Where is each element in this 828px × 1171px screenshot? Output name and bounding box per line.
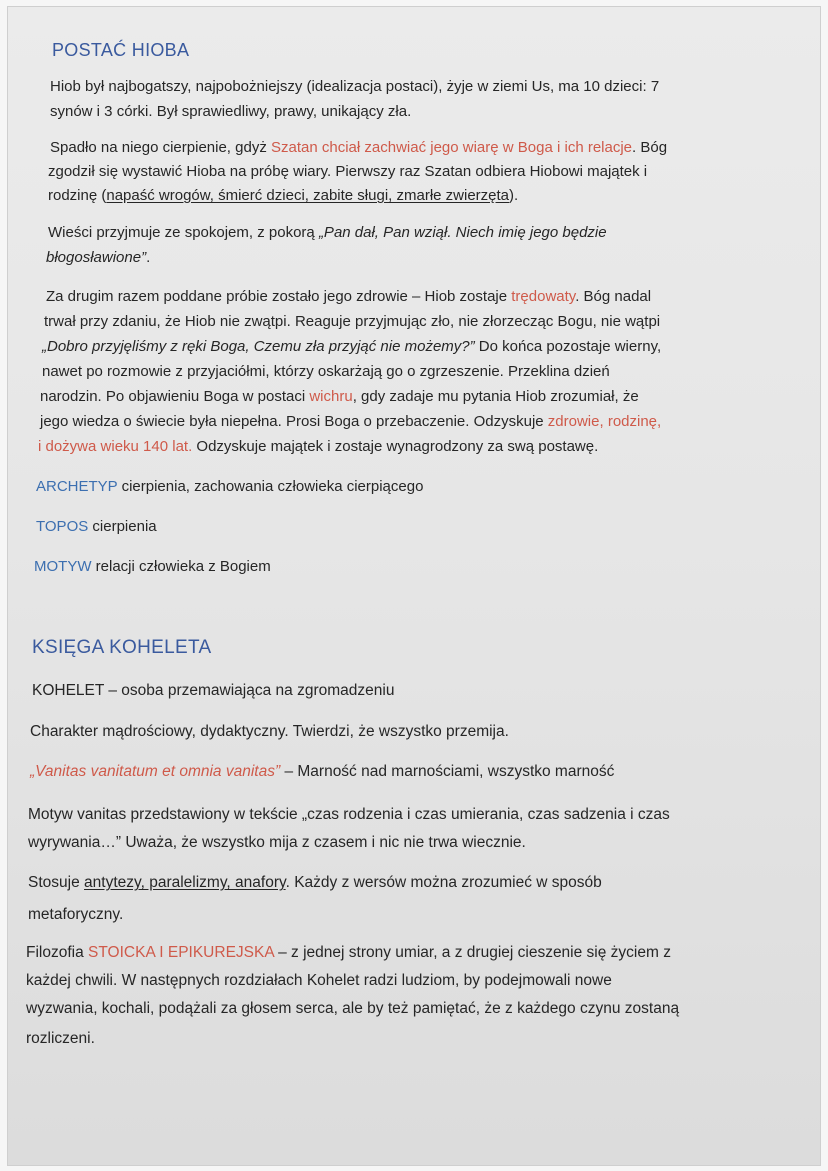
quote-pan-dal: „Pan dał, Pan wziął. Niech imię jego będzie (318, 224, 607, 241)
quote-vanitas: „Vanitas vanitatum et omnia vanitas” (30, 763, 281, 780)
section-title-ksiega-koheleta: KSIĘGA KOHELETA (32, 637, 212, 658)
vanitas-motif-line-1: Motyw vanitas przedstawiony w tekście „czas rodzenia i czas umierania, czas sadzenia i czas (28, 806, 670, 823)
term-motyw: MOTYW (34, 558, 92, 575)
highlight-zdrowie-rodzine: zdrowie, rodzinę, (547, 413, 662, 430)
underlined-devices: antytezy, paralelizmy, anafory (84, 874, 286, 891)
stylistic-devices-line-2: metaforyczny. (28, 906, 124, 923)
hiob-intro-line-1: Hiob był najbogatszy, najpobożniejszy (idealizacja postaci), żyje w ziemi Us, ma 10 dzieci: 7 (50, 78, 660, 95)
quote-dobro-przyjelismy: „Dobro przyjęliśmy z ręki Boga, Czemu zła przyjąć nie możemy?” (42, 338, 475, 355)
highlight-szatan: Szatan chciał zachwiać jego wiarę w Boga i ich relacje (271, 139, 633, 156)
hiob-trial-line-1: Spadło na niego cierpienie, gdyż Szatan chciał zachwiać jego wiarę w Boga i ich relacje. Bóg (50, 139, 668, 156)
hiob-second-trial-line-2: trwał przy zdaniu, że Hiob nie zwątpi. Reaguje przyjmując zło, nie złorzecząc Bogu, nie wątpi (44, 313, 661, 330)
highlight-wichru: wichru (309, 388, 353, 405)
hiob-quote-line-1: Wieści przyjmuje ze spokojem, z pokorą „Pan dał, Pan wziął. Niech imię jego będzie (48, 224, 607, 241)
hiob-trial-line-3: rodzinę (napaść wrogów, śmierć dzieci, zabite sługi, zmarłe zwierzęta). (48, 187, 519, 204)
highlight-stoicka-epikurejska: STOICKA I EPIKUREJSKA (88, 944, 274, 961)
philosophy-line-1: Filozofia STOICKA I EPIKUREJSKA – z jednej strony umiar, a z drugiej cieszenie się życiem z (26, 944, 671, 961)
motyw-line: MOTYW relacji człowieka z Bogiem (34, 558, 271, 575)
hiob-quote-line-2: błogosławione”. (46, 249, 151, 266)
stylistic-devices-line-1: Stosuje antytezy, paralelizmy, anafory. Każdy z wersów można zrozumieć w sposób (28, 874, 602, 891)
topos-line: TOPOS cierpienia (36, 518, 157, 535)
term-archetyp: ARCHETYP (36, 478, 118, 495)
vanitas-line: „Vanitas vanitatum et omnia vanitas” – Marność nad marnościami, wszystko marność (30, 763, 615, 780)
hiob-second-trial-line-1: Za drugim razem poddane próbie zostało jego zdrowie – Hiob zostaje trędowaty. Bóg nadal (46, 288, 652, 305)
kohelet-character: Charakter mądrościowy, dydaktyczny. Twierdzi, że wszystko przemija. (30, 723, 509, 740)
hiob-intro-line-2: synów i 3 córki. Był sprawiedliwy, prawy, unikający zła. (50, 103, 412, 120)
philosophy-line-3: wyzwania, kochali, podążali za głosem serca, ale by też pamiętać, że z każdego czynu zostaną (26, 1000, 680, 1017)
archetyp-line: ARCHETYP cierpienia, zachowania człowieka cierpiącego (36, 478, 424, 495)
hiob-second-trial-line-7: i dożywa wieku 140 lat. Odzyskuje majątek i zostaje wynagrodzony za swą postawę. (38, 438, 599, 455)
kohelet-definition: KOHELET – osoba przemawiająca na zgromadzeniu (32, 682, 395, 699)
hiob-second-trial-line-4: nawet po rozmowie z przyjaciółmi, którzy oskarżają go o zgrzeszenie. Przeklina dzień (42, 363, 610, 380)
vanitas-motif-line-2: wyrywania…” Uważa, że wszystko mija z czasem i nic nie trwa wiecznie. (28, 834, 526, 851)
philosophy-line-2: każdej chwili. W następnych rozdziałach Kohelet radzi ludziom, by podejmowali nowe (26, 972, 612, 989)
underlined-losses: napaść wrogów, śmierć dzieci, zabite sługi, zmarłe zwierzęta (106, 187, 510, 204)
hiob-second-trial-line-5: narodzin. Po objawieniu Boga w postaci wichru, gdy zadaje mu pytania Hiob zrozumiał, że (40, 388, 639, 405)
highlight-tredowaty: trędowaty (511, 288, 576, 305)
highlight-140-lat: i dożywa wieku 140 lat. (38, 438, 193, 455)
hiob-trial-line-2: zgodził się wystawić Hioba na próbę wiary. Pierwszy raz Szatan odbiera Hiobowi majątek i (48, 163, 648, 180)
hiob-second-trial-line-6: jego wiedza o świecie była niepełna. Prosi Boga o przebaczenie. Odzyskuje zdrowie, rodzinę, (40, 413, 662, 430)
term-topos: TOPOS (36, 518, 89, 535)
section-title-postac-hioba: POSTAĆ HIOBA (52, 40, 190, 60)
philosophy-line-4: rozliczeni. (26, 1030, 95, 1047)
hiob-second-trial-line-3: „Dobro przyjęliśmy z ręki Boga, Czemu zła przyjąć nie możemy?” Do końca pozostaje wierny, (42, 338, 662, 355)
